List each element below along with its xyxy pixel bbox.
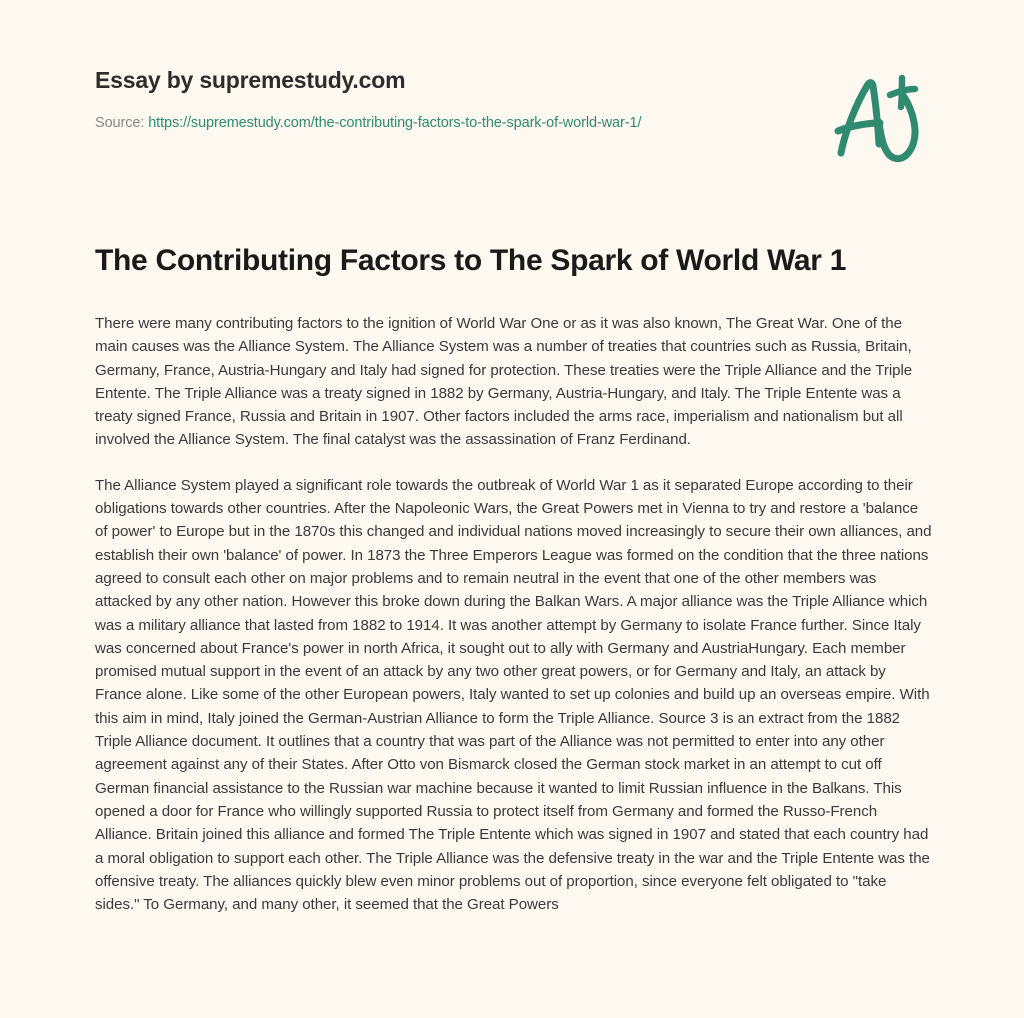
paragraph-1: There were many contributing factors to the ignition of World War One or as it was also known, The Great War. One of the main causes was the Alliance System. The Alliance System was a number of treaties that countries such as Russia, Britain, Germany, France, Austria-Hungary and Italy had signed for protection. These treaties were the Triple Alliance and the Triple Entente. The Triple Alliance was a treaty signed in 1882 by Germany, Austria-Hungary, and Italy. The Triple Entente was a treaty signed France, Russia and Britain in 1907. Other factors included the arms race, imperialism and nationalism but all involved the Alliance System. The final catalyst was the assassination of Franz Ferdinand. [95, 315, 913, 449]
page-title: The Contributing Factors to The Spark of World War 1 [95, 244, 847, 277]
source-url-link[interactable]: https://supremestudy.com/the-contributing-factors-to-the-spark-of-world-war-1/ [148, 114, 642, 131]
a-plus-logo [812, 60, 932, 180]
header-text-block [95, 66, 795, 131]
source-line [95, 95, 795, 131]
page-header [0, 0, 1024, 200]
source-label: Source: [95, 114, 149, 131]
essay-body [95, 312, 933, 916]
paragraph-2: The Alliance System played a significant role towards the outbreak of World War 1 as it separated Europe according to their obligations towards other countries. After the Napoleonic Wars, the Great Powers met in Vienna to try and restore a 'balance of power' to Europe but in the 1870s this changed and individual nations moved increasingly to secure their own alliances, and establish their own 'balance' of power. In 1873 the Three Emperors League was formed on the condition that the three nations agreed to consult each other on major problems and to remain neutral in the event that one of the other members was attacked by any other nation. However this broke down during the Balkan Wars. A major alliance was the Triple Alliance which was a military alliance that lasted from 1882 to 1914. It was another attempt by Germany to isolate France further. Since Italy was concerned about France's power in north Africa, it sought out to ally with Germany and AustriaHungary. Each member promised mutual support in the event of an attack by any two other great powers, or for Germany and Italy, an attack by France alone. Like some of the other European powers, Italy wanted to set up colonies and build up an overseas empire. With this aim in mind, Italy joined the German-Austrian Alliance to form the Triple Alliance. Source 3 is an extract from the 1882 Triple Alliance document. It outlines that a country that was part of the Alliance was not permitted to enter into any other agreement against any of their States. After Otto von Bismarck closed the German stock market in an attempt to cut off German financial assistance to the Russian war machine because it wanted to limit Russian influence in the Balkans. This opened a door for France who willingly supported Russia to protect itself from Germany and formed the Russo-French Alliance. Britain joined this alliance and formed The Triple Entente which was signed in 1907 and stated that each country had a moral obligation to support each other. The Triple Alliance was the defensive treaty in the war and the Triple Entente was the offensive treaty. The alliances quickly blew even minor problems out of proportion, since everyone felt obligated to "take sides." To Germany, and many other, it seemed that the Great Powers [95, 476, 932, 914]
essay-attribution: Essay by supremestudy.com [95, 67, 406, 93]
